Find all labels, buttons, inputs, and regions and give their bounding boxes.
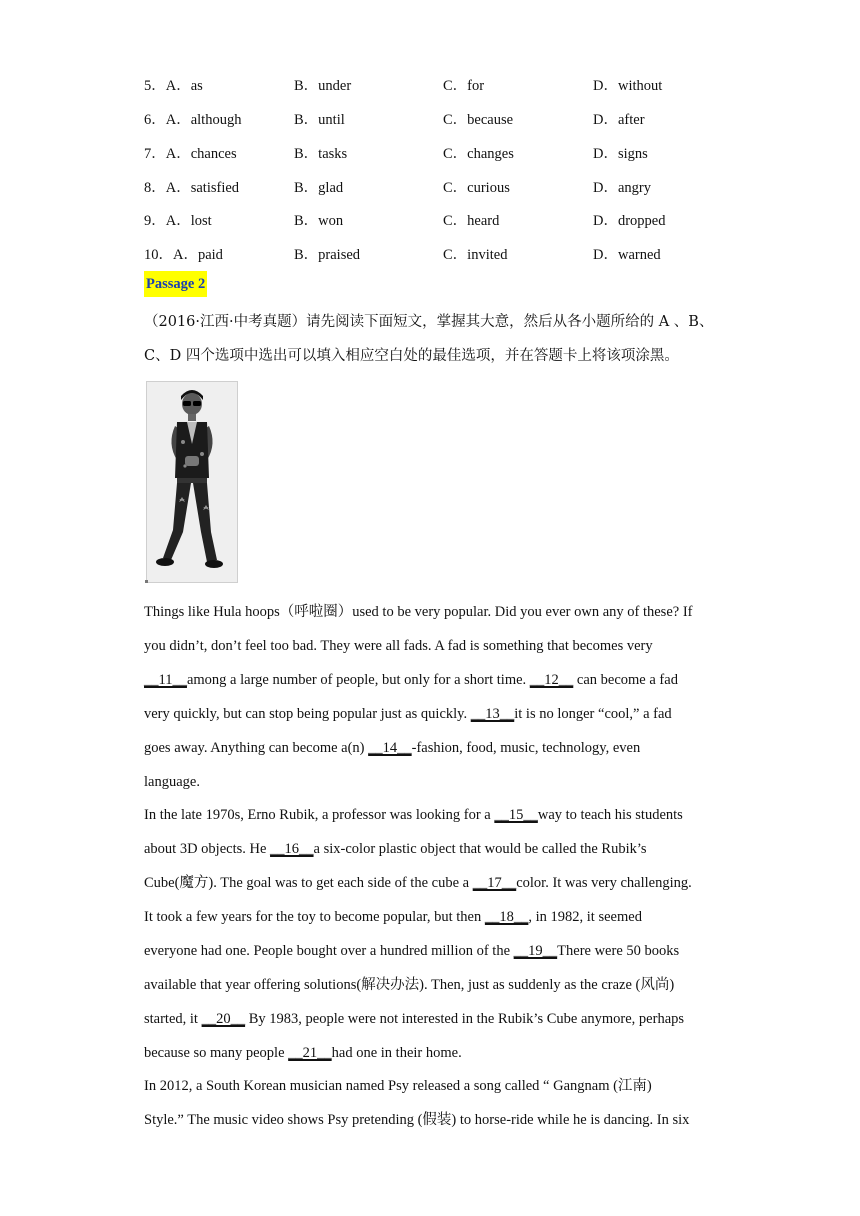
text-line — [144, 697, 734, 731]
option-a: 6．A．although — [144, 112, 242, 128]
dancer-photo — [146, 381, 238, 583]
blank-11[interactable]: __11__ — [144, 672, 187, 688]
text-line — [144, 663, 734, 697]
text-fragment: started, it — [144, 1011, 202, 1027]
option-a: 8．A．satisfied — [144, 180, 240, 196]
blank-12[interactable]: __12__ — [529, 672, 574, 688]
option-d: D．angry — [593, 180, 651, 196]
option-c: C．heard — [443, 213, 500, 229]
text-fragment: can become a fad — [573, 672, 678, 688]
text-fragment: It took a few years for the toy to become popular, but then — [144, 909, 485, 925]
text-fragment: everyone had one. People bought over a hundred million of the — [144, 943, 514, 959]
text-fragment: -fashion, food, music, technology, even — [411, 740, 641, 756]
blank-13[interactable]: __13__ — [470, 706, 515, 722]
option-d: D．signs — [593, 146, 648, 162]
blank-14[interactable]: __14__ — [368, 740, 412, 756]
text-line — [144, 798, 734, 832]
text-fragment: In the late 1970s, Erno Rubik, a professor was looking for a — [144, 807, 495, 823]
option-d: D．dropped — [593, 213, 666, 229]
blank-16[interactable]: __16__ — [270, 841, 314, 857]
blank-17[interactable]: __17__ — [472, 875, 517, 891]
text-fragment: goes away. Anything can become a(n) — [144, 740, 369, 756]
text-fragment: because so many people — [144, 1045, 289, 1061]
blank-20[interactable]: __20__ — [201, 1011, 246, 1027]
text-fragment: it is no longer “cool,” a fad — [514, 706, 672, 722]
option-c: C．because — [443, 112, 514, 128]
option-d: D．after — [593, 112, 645, 128]
text-line: Things like Hula hoops（呼啦圈）used to be very popular. Did you ever own any of these? If — [144, 604, 693, 620]
option-c: C．invited — [443, 247, 508, 263]
paragraph-3 — [144, 1069, 734, 1137]
text-fragment: very quickly, but can stop being popular just as quickly. — [144, 706, 471, 722]
option-a: 10．A．paid — [144, 247, 223, 263]
anchor-marker — [145, 580, 148, 583]
text-fragment: way to teach his students — [537, 807, 683, 823]
option-b: B．won — [294, 213, 344, 229]
option-b: B．under — [294, 78, 352, 94]
text-line: language. — [144, 774, 200, 790]
text-fragment: had one in their home. — [331, 1045, 462, 1061]
text-line — [144, 832, 734, 866]
blank-15[interactable]: __15__ — [494, 807, 538, 823]
option-d: D．warned — [593, 247, 661, 263]
text-fragment: about 3D objects. He — [144, 841, 271, 857]
text-fragment: By 1983, people were not interested in the Rubik’s Cube anymore, perhaps — [245, 1011, 685, 1027]
text-line: you didn’t, don’t feel too bad. They were all fads. A fad is something that becomes very — [144, 638, 653, 654]
blank-19[interactable]: __19__ — [513, 943, 558, 959]
text-line — [144, 1036, 734, 1070]
text-fragment: , in 1982, it seemed — [528, 909, 642, 925]
option-a: 7．A．chances — [144, 146, 237, 162]
text-line — [144, 731, 734, 765]
paragraph-1 — [144, 595, 734, 799]
text-line — [144, 934, 734, 968]
text-fragment: There were 50 books — [557, 943, 680, 959]
text-line — [144, 1002, 734, 1036]
option-c: C．curious — [443, 180, 510, 196]
text-line — [144, 866, 734, 900]
option-b: B．praised — [294, 247, 361, 263]
text-fragment: color. It was very challenging. — [516, 875, 692, 891]
text-line: Style.” The music video shows Psy pretending (假装) to horse-ride while he is dancing. In six — [144, 1112, 690, 1128]
text-fragment: a six-color plastic object that would be called the Rubik’s — [313, 841, 647, 857]
option-b: B．tasks — [294, 146, 348, 162]
option-b: B．glad — [294, 180, 344, 196]
blank-18[interactable]: __18__ — [484, 909, 529, 925]
option-c: C．for — [443, 78, 485, 94]
text-line: available that year offering solutions(解决办法). Then, just as suddenly as the craze (风尚) — [144, 977, 675, 993]
text-line: In 2012, a South Korean musician named Psy released a song called “ Gangnam (江南) — [144, 1078, 652, 1094]
option-d: D．without — [593, 78, 663, 94]
option-b: B．until — [294, 112, 345, 128]
option-c: C．changes — [443, 146, 514, 162]
option-a: 9．A．lost — [144, 213, 212, 229]
blank-21[interactable]: __21__ — [288, 1045, 332, 1061]
paragraph-2 — [144, 798, 734, 1070]
text-line — [144, 900, 734, 934]
instructions-line-2: C、D 四个选项中选出可以填入相应空白处的最佳选项，并在答题卡上将该项涂黑。 — [144, 348, 679, 364]
instructions-line-1: （2016·江西·中考真题）请先阅读下面短文，掌握其大意，然后从各小题所给的 A 、B、 — [144, 314, 714, 330]
passage-title: Passage 2 — [144, 271, 207, 297]
option-a: 5．A．as — [144, 78, 203, 94]
text-fragment: among a large number of people, but only for a short time. — [186, 672, 530, 688]
text-fragment: Cube(魔方). The goal was to get each side of the cube a — [144, 875, 473, 891]
